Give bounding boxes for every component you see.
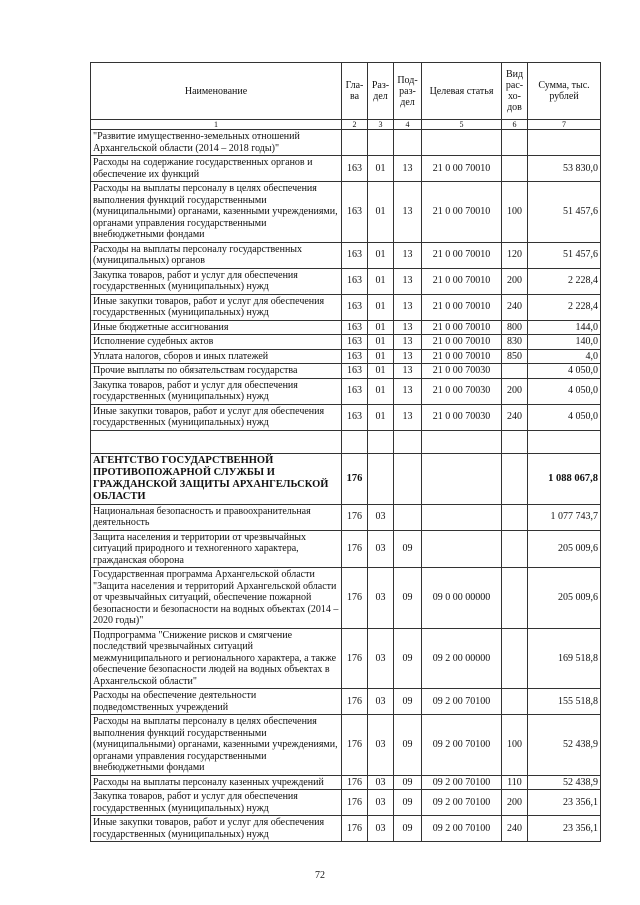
cell-sum: 51 457,6: [528, 242, 601, 268]
cell-name: [91, 430, 342, 453]
cell-name: Прочие выплаты по обязательствам государства: [91, 364, 342, 379]
cell-sum: 4 050,0: [528, 378, 601, 404]
cell-vid: 800: [502, 320, 528, 335]
cell-podrazdel: 09: [394, 775, 422, 790]
cell-podrazdel: [394, 130, 422, 156]
cell-name: Расходы на обеспечение деятельности подведомственных учреждений: [91, 689, 342, 715]
cell-name: Государственная программа Архангельской области "Защита населения и территорий Архангельской области от чрезвычайных ситуаций, обеспечение пожарной безопасности и безопасности на водных объектах (2014 – 2020 годы)": [91, 568, 342, 629]
col-number: 5: [422, 120, 502, 130]
cell-razdel: 03: [368, 568, 394, 629]
col-number: 1: [91, 120, 342, 130]
cell-glava: 163: [342, 156, 368, 182]
cell-sum: 53 830,0: [528, 156, 601, 182]
cell-sum: 2 228,4: [528, 268, 601, 294]
cell-glava: [342, 130, 368, 156]
cell-name: Уплата налогов, сборов и иных платежей: [91, 349, 342, 364]
cell-podrazdel: 13: [394, 268, 422, 294]
cell-podrazdel: [394, 504, 422, 530]
table-row: [91, 504, 601, 530]
cell-podrazdel: 13: [394, 182, 422, 243]
cell-sum: [528, 430, 601, 453]
table-row: [91, 294, 601, 320]
cell-target: 09 2 00 00000: [422, 628, 502, 689]
table-row: [91, 130, 601, 156]
cell-razdel: 03: [368, 530, 394, 568]
cell-sum: 51 457,6: [528, 182, 601, 243]
cell-target: 21 0 00 70010: [422, 242, 502, 268]
header-sum: Сумма, тыс. рублей: [528, 63, 601, 120]
cell-razdel: 01: [368, 268, 394, 294]
cell-sum: 144,0: [528, 320, 601, 335]
cell-glava: 163: [342, 364, 368, 379]
table-row: [91, 816, 601, 842]
cell-glava: 176: [342, 775, 368, 790]
cell-target: 09 2 00 70100: [422, 775, 502, 790]
cell-sum: 140,0: [528, 335, 601, 350]
cell-glava: 176: [342, 715, 368, 776]
cell-sum: 4 050,0: [528, 364, 601, 379]
cell-podrazdel: 13: [394, 156, 422, 182]
cell-name: Расходы на выплаты персоналу государственных (муниципальных) органов: [91, 242, 342, 268]
cell-podrazdel: 09: [394, 530, 422, 568]
table-row: [91, 430, 601, 453]
table-row: [91, 182, 601, 243]
cell-name: Закупка товаров, работ и услуг для обеспечения государственных (муниципальных) нужд: [91, 790, 342, 816]
cell-name: Закупка товаров, работ и услуг для обеспечения государственных (муниципальных) нужд: [91, 268, 342, 294]
cell-name: "Развитие имущественно-земельных отношений Архангельской области (2014 – 2018 годы)": [91, 130, 342, 156]
cell-vid: [502, 628, 528, 689]
cell-razdel: 01: [368, 182, 394, 243]
cell-sum: 1 088 067,8: [528, 453, 601, 504]
cell-vid: [502, 568, 528, 629]
cell-vid: 850: [502, 349, 528, 364]
cell-glava: 163: [342, 294, 368, 320]
header-podrazdel: Под-раз-дел: [394, 63, 422, 120]
header-target: Целевая статья: [422, 63, 502, 120]
cell-glava: [342, 430, 368, 453]
cell-vid: 200: [502, 268, 528, 294]
page-number: 72: [315, 870, 325, 881]
cell-vid: [502, 689, 528, 715]
cell-target: 21 0 00 70010: [422, 182, 502, 243]
table-row: [91, 790, 601, 816]
cell-name: Исполнение судебных актов: [91, 335, 342, 350]
cell-razdel: 01: [368, 320, 394, 335]
table-row: [91, 349, 601, 364]
table-row: [91, 628, 601, 689]
cell-podrazdel: 13: [394, 294, 422, 320]
cell-razdel: 03: [368, 790, 394, 816]
cell-name: Иные закупки товаров, работ и услуг для обеспечения государственных (муниципальных) нужд: [91, 294, 342, 320]
cell-podrazdel: [394, 453, 422, 504]
cell-target: 21 0 00 70010: [422, 294, 502, 320]
cell-target: 21 0 00 70010: [422, 320, 502, 335]
budget-table: [90, 62, 601, 842]
cell-vid: [502, 453, 528, 504]
cell-name: Иные закупки товаров, работ и услуг для обеспечения государственных (муниципальных) нужд: [91, 404, 342, 430]
cell-podrazdel: 13: [394, 335, 422, 350]
cell-podrazdel: 09: [394, 689, 422, 715]
cell-name: Иные бюджетные ассигнования: [91, 320, 342, 335]
cell-name: Национальная безопасность и правоохранительная деятельность: [91, 504, 342, 530]
cell-vid: 200: [502, 378, 528, 404]
cell-name: Расходы на выплаты персоналу казенных учреждений: [91, 775, 342, 790]
cell-podrazdel: 13: [394, 378, 422, 404]
cell-glava: 163: [342, 182, 368, 243]
cell-vid: 240: [502, 404, 528, 430]
cell-target: [422, 453, 502, 504]
cell-podrazdel: 09: [394, 816, 422, 842]
table-row: [91, 689, 601, 715]
col-number: 6: [502, 120, 528, 130]
cell-razdel: 03: [368, 689, 394, 715]
table-row: [91, 156, 601, 182]
cell-sum: 1 077 743,7: [528, 504, 601, 530]
cell-vid: [502, 430, 528, 453]
cell-target: 09 2 00 70100: [422, 816, 502, 842]
cell-sum: 169 518,8: [528, 628, 601, 689]
cell-glava: 163: [342, 268, 368, 294]
cell-vid: [502, 156, 528, 182]
cell-vid: 240: [502, 816, 528, 842]
table-header-row: [91, 63, 601, 120]
cell-sum: 4 050,0: [528, 404, 601, 430]
cell-target: 21 0 00 70010: [422, 335, 502, 350]
cell-target: 21 0 00 70010: [422, 268, 502, 294]
cell-target: 09 0 00 00000: [422, 568, 502, 629]
cell-glava: 163: [342, 320, 368, 335]
cell-podrazdel: 13: [394, 242, 422, 268]
cell-target: [422, 504, 502, 530]
cell-target: 09 2 00 70100: [422, 715, 502, 776]
cell-podrazdel: [394, 430, 422, 453]
cell-glava: 176: [342, 568, 368, 629]
cell-name: Расходы на выплаты персоналу в целях обеспечения выполнения функций государственными (муниципальными) органами, казенными учреждениями, органами управления государственными внебюджетными фондами: [91, 182, 342, 243]
cell-vid: [502, 530, 528, 568]
cell-vid: 830: [502, 335, 528, 350]
cell-podrazdel: 13: [394, 364, 422, 379]
col-number: 2: [342, 120, 368, 130]
cell-razdel: [368, 130, 394, 156]
cell-razdel: 03: [368, 504, 394, 530]
cell-podrazdel: 13: [394, 349, 422, 364]
cell-target: [422, 430, 502, 453]
cell-razdel: 01: [368, 335, 394, 350]
cell-sum: 155 518,8: [528, 689, 601, 715]
cell-podrazdel: 09: [394, 628, 422, 689]
cell-sum: 205 009,6: [528, 530, 601, 568]
cell-target: 21 0 00 70030: [422, 364, 502, 379]
cell-name: Расходы на выплаты персоналу в целях обеспечения выполнения функций государственными (муниципальными) органами, казенными учреждениями, органами управления государственными внебюджетными фондами: [91, 715, 342, 776]
cell-podrazdel: 09: [394, 790, 422, 816]
cell-razdel: [368, 453, 394, 504]
cell-razdel: 01: [368, 364, 394, 379]
cell-razdel: 03: [368, 715, 394, 776]
cell-sum: 205 009,6: [528, 568, 601, 629]
table-row: [91, 404, 601, 430]
cell-glava: 163: [342, 378, 368, 404]
header-name: Наименование: [91, 63, 342, 120]
cell-razdel: 01: [368, 378, 394, 404]
cell-name: Защита населения и территории от чрезвычайных ситуаций природного и техногенного характера, гражданская оборона: [91, 530, 342, 568]
cell-glava: 176: [342, 790, 368, 816]
column-numbers-row: [91, 120, 601, 130]
cell-glava: 163: [342, 404, 368, 430]
cell-name: АГЕНТСТВО ГОСУДАРСТВЕННОЙ ПРОТИВОПОЖАРНОЙ СЛУЖБЫ И ГРАЖДАНСКОЙ ЗАЩИТЫ АРХАНГЕЛЬСКОЙ ОБЛАСТИ: [91, 453, 342, 504]
cell-sum: 23 356,1: [528, 816, 601, 842]
cell-glava: 176: [342, 530, 368, 568]
cell-glava: 163: [342, 349, 368, 364]
cell-podrazdel: 13: [394, 320, 422, 335]
table-row: [91, 568, 601, 629]
table-row: [91, 453, 601, 504]
cell-razdel: [368, 430, 394, 453]
cell-sum: 23 356,1: [528, 790, 601, 816]
cell-glava: 176: [342, 628, 368, 689]
header-razdel: Раз-дел: [368, 63, 394, 120]
cell-glava: 163: [342, 242, 368, 268]
cell-sum: 4,0: [528, 349, 601, 364]
cell-podrazdel: 09: [394, 568, 422, 629]
cell-target: [422, 530, 502, 568]
table-row: [91, 530, 601, 568]
cell-sum: [528, 130, 601, 156]
cell-sum: 52 438,9: [528, 715, 601, 776]
cell-glava: 176: [342, 453, 368, 504]
cell-sum: 2 228,4: [528, 294, 601, 320]
cell-vid: 110: [502, 775, 528, 790]
cell-target: 21 0 00 70030: [422, 404, 502, 430]
cell-glava: 163: [342, 335, 368, 350]
cell-razdel: 01: [368, 349, 394, 364]
cell-sum: 52 438,9: [528, 775, 601, 790]
document-page: [90, 62, 600, 842]
table-row: [91, 364, 601, 379]
cell-vid: 240: [502, 294, 528, 320]
cell-target: 09 2 00 70100: [422, 689, 502, 715]
table-row: [91, 320, 601, 335]
header-glava: Гла-ва: [342, 63, 368, 120]
cell-razdel: 01: [368, 294, 394, 320]
cell-target: 09 2 00 70100: [422, 790, 502, 816]
table-row: [91, 775, 601, 790]
cell-razdel: 03: [368, 816, 394, 842]
col-number: 7: [528, 120, 601, 130]
cell-name: Иные закупки товаров, работ и услуг для обеспечения государственных (муниципальных) нужд: [91, 816, 342, 842]
cell-vid: [502, 364, 528, 379]
header-vid: Вид рас-хо-дов: [502, 63, 528, 120]
table-row: [91, 715, 601, 776]
table-body: [91, 130, 601, 842]
cell-razdel: 03: [368, 775, 394, 790]
cell-vid: 120: [502, 242, 528, 268]
cell-vid: 200: [502, 790, 528, 816]
col-number: 3: [368, 120, 394, 130]
table-row: [91, 242, 601, 268]
cell-razdel: 01: [368, 404, 394, 430]
cell-podrazdel: 13: [394, 404, 422, 430]
cell-target: 21 0 00 70010: [422, 349, 502, 364]
cell-name: Закупка товаров, работ и услуг для обеспечения государственных (муниципальных) нужд: [91, 378, 342, 404]
cell-target: 21 0 00 70030: [422, 378, 502, 404]
cell-target: 21 0 00 70010: [422, 156, 502, 182]
cell-vid: 100: [502, 715, 528, 776]
cell-name: Расходы на содержание государственных органов и обеспечение их функций: [91, 156, 342, 182]
table-row: [91, 335, 601, 350]
table-row: [91, 378, 601, 404]
cell-podrazdel: 09: [394, 715, 422, 776]
cell-vid: 100: [502, 182, 528, 243]
cell-razdel: 01: [368, 242, 394, 268]
cell-razdel: 01: [368, 156, 394, 182]
cell-vid: [502, 504, 528, 530]
cell-name: Подпрограмма "Снижение рисков и смягчение последствий чрезвычайных ситуаций межмуниципального и регионального характера, а также обеспечение безопасности людей на водных объектах в Архангельской области": [91, 628, 342, 689]
cell-vid: [502, 130, 528, 156]
cell-glava: 176: [342, 504, 368, 530]
col-number: 4: [394, 120, 422, 130]
table-row: [91, 268, 601, 294]
cell-razdel: 03: [368, 628, 394, 689]
cell-target: [422, 130, 502, 156]
cell-glava: 176: [342, 816, 368, 842]
cell-glava: 176: [342, 689, 368, 715]
